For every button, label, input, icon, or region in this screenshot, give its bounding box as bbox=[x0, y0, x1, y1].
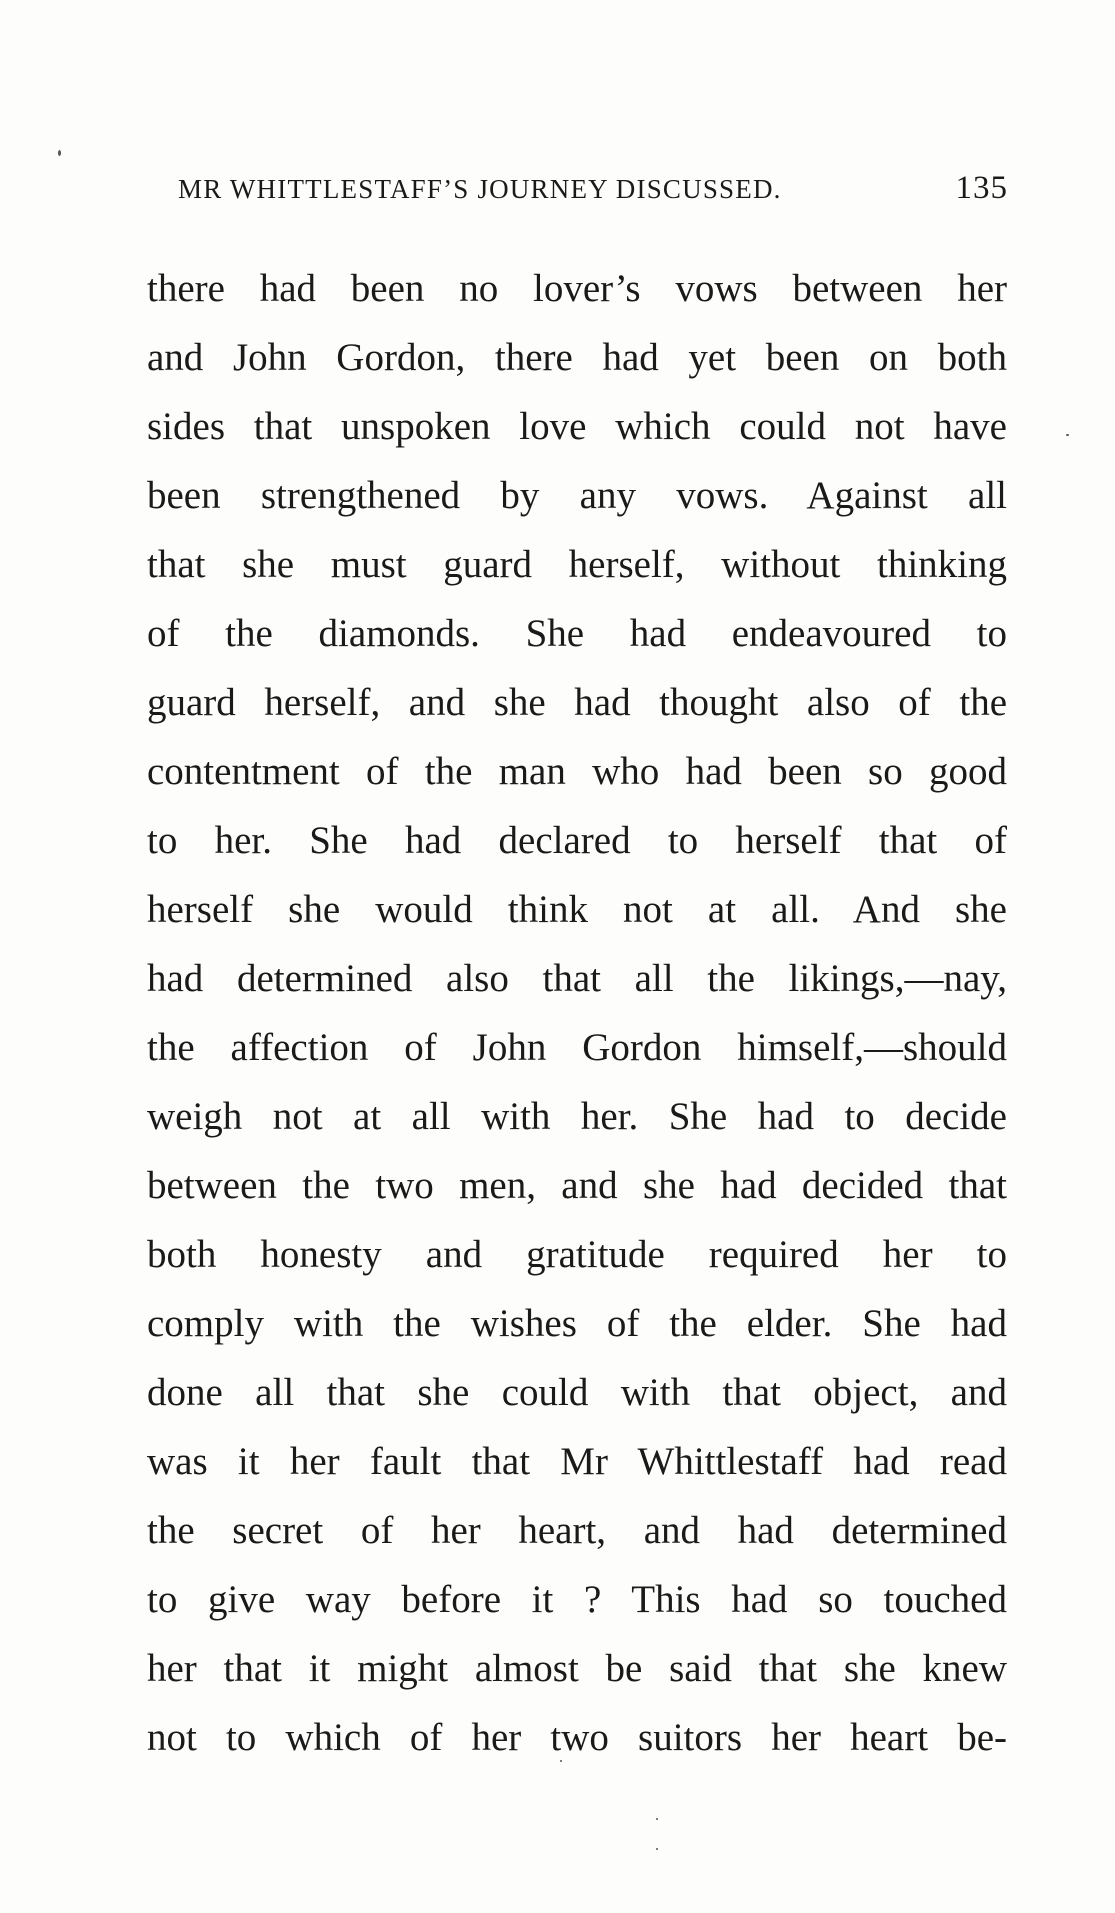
running-head bbox=[178, 170, 1008, 216]
paper-speck bbox=[656, 1848, 658, 1850]
text-line: both honesty and gratitude required her to bbox=[147, 1233, 1007, 1276]
text-line: done all that she could with that object, and bbox=[147, 1371, 1007, 1414]
page-number: 135 bbox=[955, 170, 1008, 206]
text-line: not to which of her two suitors her heart be- bbox=[147, 1716, 1007, 1759]
text-line: there had been no lover’s vows between her bbox=[147, 267, 1007, 310]
text-line: comply with the wishes of the elder. She had bbox=[147, 1302, 1007, 1345]
text-line: to give way before it ? This had so touched bbox=[147, 1578, 1007, 1621]
text-line: her that it might almost be said that she knew bbox=[147, 1647, 1007, 1690]
text-line: sides that unspoken love which could not have bbox=[147, 405, 1007, 448]
text-line: been strengthened by any vows. Against all bbox=[147, 474, 1007, 517]
paper-speck bbox=[656, 1818, 658, 1820]
text-line: and John Gordon, there had yet been on both bbox=[147, 336, 1007, 379]
paper-speck bbox=[58, 150, 61, 156]
text-line: between the two men, and she had decided that bbox=[147, 1164, 1007, 1207]
text-line: that she must guard herself, without thinking bbox=[147, 543, 1007, 586]
text-line: to her. She had declared to herself that of bbox=[147, 819, 1007, 862]
text-line: herself she would think not at all. And she bbox=[147, 888, 1007, 931]
text-line: guard herself, and she had thought also of the bbox=[147, 681, 1007, 724]
text-line: the secret of her heart, and had determined bbox=[147, 1509, 1007, 1552]
body-text bbox=[147, 254, 1007, 1772]
text-line: contentment of the man who had been so good bbox=[147, 750, 1007, 793]
text-line: had determined also that all the likings,—nay, bbox=[147, 957, 1007, 1000]
text-line: of the diamonds. She had endeavoured to bbox=[147, 612, 1007, 655]
running-title: MR WHITTLESTAFF’S JOURNEY DISCUSSED. bbox=[178, 174, 782, 204]
text-line: weigh not at all with her. She had to decide bbox=[147, 1095, 1007, 1138]
text-line: the affection of John Gordon himself,—should bbox=[147, 1026, 1007, 1069]
paper-speck bbox=[1066, 434, 1069, 436]
text-line: was it her fault that Mr Whittlestaff had read bbox=[147, 1440, 1007, 1483]
